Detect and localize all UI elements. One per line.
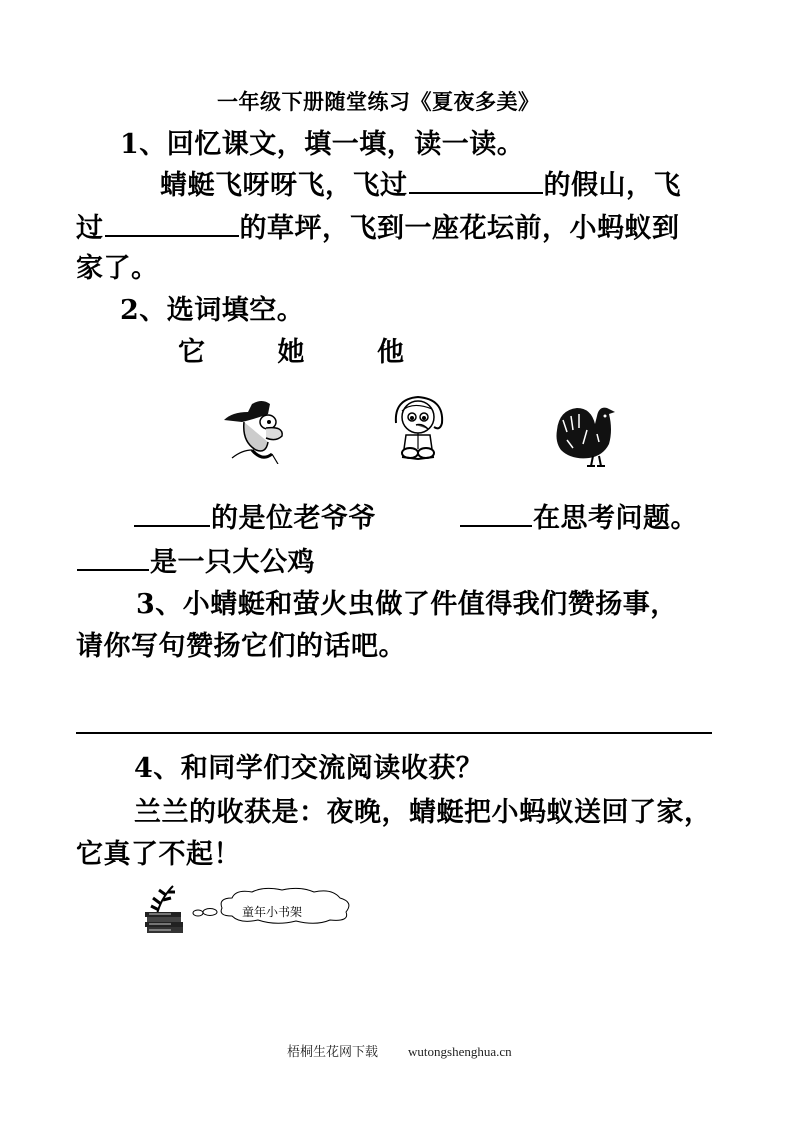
q1-line-2 (76, 206, 680, 245)
option-ta-he: 他 (377, 337, 405, 368)
q4-heading: 4、和同学们交流阅读收获？ (134, 753, 484, 784)
q2-sentence-3 (76, 540, 315, 579)
q2-options (178, 330, 405, 369)
q1-line1-text-b: 的假山，飞 (543, 170, 681, 201)
footer-site-name: 梧桐生花网下载 (287, 1044, 379, 1059)
q1-line-1 (160, 163, 681, 202)
q2-sentence-2 (459, 496, 698, 535)
option-ta-it: 它 (178, 337, 206, 368)
q2-blank-3[interactable] (77, 568, 149, 571)
footer-url[interactable]: wutongshenghua.cn (408, 1044, 512, 1059)
q3-line-2: 请你写句赞扬它们的话吧。 (76, 631, 406, 662)
page-title: 一年级下册随堂练习《夏夜多美》 (217, 89, 540, 114)
q1-blank-1[interactable] (409, 191, 543, 194)
rooster-picture (553, 400, 625, 468)
q1-line2-text-b: 的草坪，飞到一座花坛前，小蚂蚁到 (239, 213, 680, 244)
q1-blank-2[interactable] (105, 234, 239, 237)
q1-line-3: 家了。 (76, 253, 159, 284)
q4-line-2: 它真了不起！ (76, 839, 241, 870)
old-man-picture (222, 392, 297, 464)
q2-heading: 2、选词填空。 (120, 295, 305, 326)
q2-sentence-1-text: 的是位老爷爷 (211, 503, 376, 534)
q1-line1-text-a: 蜻蜓飞呀呀飞，飞过 (160, 170, 408, 201)
q2-sentence-3-text: 是一只大公鸡 (150, 547, 315, 578)
q1-line2-text-a: 过 (76, 213, 104, 244)
q2-blank-2[interactable] (460, 524, 532, 527)
q3-answer-line[interactable] (76, 732, 712, 734)
q2-sentence-1 (133, 496, 376, 535)
footer (287, 1041, 512, 1060)
q3-line-1: 3、小蜻蜓和萤火虫做了件值得我们赞扬事， (136, 589, 678, 620)
q4-line-1: 兰兰的收获是：夜晚，蜻蜓把小蚂蚁送回了家， (134, 797, 712, 828)
option-ta-she: 她 (277, 337, 305, 368)
girl-picture (388, 393, 450, 463)
bookshelf-label: 童年小书架 (242, 905, 303, 919)
q2-blank-1[interactable] (134, 524, 210, 527)
q2-sentence-2-text: 在思考问题。 (533, 503, 698, 534)
books-icon (141, 884, 189, 936)
q1-heading: 1、回忆课文，填一填，读一读。 (120, 129, 525, 160)
